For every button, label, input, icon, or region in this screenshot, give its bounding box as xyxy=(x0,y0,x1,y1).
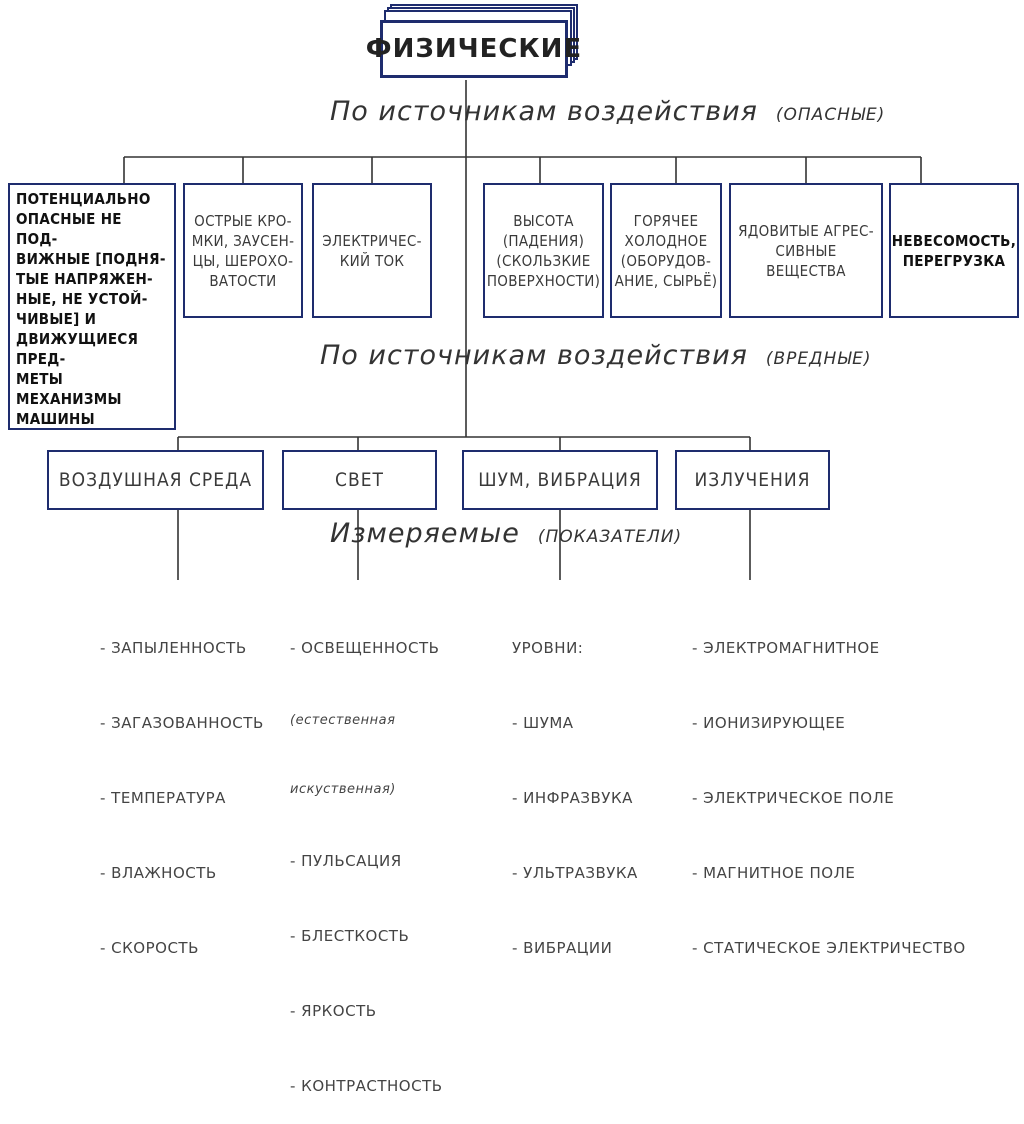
list-item: - МАГНИТНОЕ ПОЛЕ xyxy=(692,864,856,882)
title-box xyxy=(365,20,583,78)
dangerous-box-label: НЕВЕСОМОСТЬ, ПЕРЕГРУЗКА xyxy=(891,231,1017,270)
title-text: ФИЗИЧЕСКИЕ xyxy=(365,34,583,64)
heading-harmful-text: По источникам воздействия xyxy=(320,340,748,371)
list-item: - ИНФРАЗВУКА xyxy=(512,789,633,807)
dangerous-box-label: ЭЛЕКТРИЧЕС- КИЙ ТОК xyxy=(322,231,422,270)
harmful-box-label: ИЗЛУЧЕНИЯ xyxy=(694,469,811,491)
heading-measured-text: Измеряемые xyxy=(330,518,520,549)
list-air xyxy=(100,586,264,986)
list-item-note: искуственная) xyxy=(290,782,396,797)
list-item: - ПУЛЬСАЦИЯ xyxy=(290,852,402,870)
harmful-box-air xyxy=(47,450,264,510)
list-item: - ТЕМПЕРАТУРА xyxy=(100,789,226,807)
list-item: - КОНТРАСТНОСТЬ xyxy=(290,1077,443,1095)
list-item: - СКОРОСТЬ xyxy=(100,939,199,957)
list-item: УРОВНИ: xyxy=(512,639,584,657)
list-item: - ШУМА xyxy=(512,714,574,732)
list-item: - СТАТИЧЕСКОЕ ЭЛЕКТРИЧЕСТВО xyxy=(692,939,966,957)
list-light xyxy=(290,586,443,1124)
heading-measured-paren: (ПОКАЗАТЕЛИ) xyxy=(537,527,683,547)
list-item-note: (естественная xyxy=(290,713,396,728)
list-item: - ОСВЕЩЕННОСТЬ xyxy=(290,639,440,657)
list-item: - ВЛАЖНОСТЬ xyxy=(100,864,217,882)
dangerous-box-label: ЯДОВИТЫЕ АГРЕС- СИВНЫЕ ВЕЩЕСТВА xyxy=(738,221,874,280)
dangerous-box-height xyxy=(483,183,604,318)
harmful-box-label: СВЕТ xyxy=(335,469,384,491)
dangerous-box-label: ВЫСОТА (ПАДЕНИЯ) (СКОЛЬЗКИЕ ПОВЕРХНОСТИ) xyxy=(486,211,601,290)
list-item: - ЭЛЕКТРИЧЕСКОЕ ПОЛЕ xyxy=(692,789,895,807)
list-item: - УЛЬТРАЗВУКА xyxy=(512,864,638,882)
heading-dangerous xyxy=(330,96,885,127)
harmful-box-radiation xyxy=(675,450,830,510)
dangerous-box-electric-current xyxy=(312,183,432,318)
dangerous-box-weightlessness xyxy=(889,183,1019,318)
heading-measured xyxy=(330,518,682,549)
dangerous-box-label: ГОРЯЧЕЕ ХОЛОДНОЕ (ОБОРУДОВ- АНИЕ, СЫРЬЁ) xyxy=(614,211,718,290)
list-item: - ИОНИЗИРУЮЩЕЕ xyxy=(692,714,846,732)
dangerous-box-label: ОСТРЫЕ КРО- МКИ, ЗАУСЕН- ЦЫ, ШЕРОХО- ВАТОСТИ xyxy=(191,211,295,290)
dangerous-box-label: ПОТЕНЦИАЛЬНО ОПАСНЫЕ НЕ ПОД- ВИЖНЫЕ [ПОДНЯ- ТЫЕ НАПРЯЖЕН- НЫЕ, НЕ УСТОЙ- ЧИВЫЕ] И ДВИЖУЩИЕСЯ ПРЕД- МЕТЫ МЕХАНИЗМЫ МАШИНЫ xyxy=(16,190,166,428)
list-noise xyxy=(512,586,638,986)
list-item: - ЭЛЕКТРОМАГНИТНОЕ xyxy=(692,639,880,657)
dangerous-box-moving-objects xyxy=(8,183,176,430)
list-radiation xyxy=(692,586,966,986)
heading-harmful xyxy=(320,340,872,371)
heading-harmful-paren: (ВРЕДНЫЕ) xyxy=(765,349,872,369)
list-item: - ЗАПЫЛЕННОСТЬ xyxy=(100,639,247,657)
dangerous-box-sharp-edges xyxy=(183,183,303,318)
list-item: - БЛЕСТКОСТЬ xyxy=(290,927,410,945)
list-item: - ЯРКОСТЬ xyxy=(290,1002,377,1020)
dangerous-box-toxic-substances xyxy=(729,183,883,318)
list-item: - ЗАГАЗОВАННОСТЬ xyxy=(100,714,264,732)
heading-dangerous-paren: (ОПАСНЫЕ) xyxy=(775,105,886,125)
heading-dangerous-text: По источникам воздействия xyxy=(330,96,758,127)
harmful-box-label: ВОЗДУШНАЯ СРЕДА xyxy=(58,469,253,491)
harmful-box-label: ШУМ, ВИБРАЦИЯ xyxy=(478,469,642,491)
harmful-box-light xyxy=(282,450,437,510)
harmful-box-noise xyxy=(462,450,658,510)
list-item: - ВИБРАЦИИ xyxy=(512,939,613,957)
dangerous-box-hot-cold xyxy=(610,183,722,318)
